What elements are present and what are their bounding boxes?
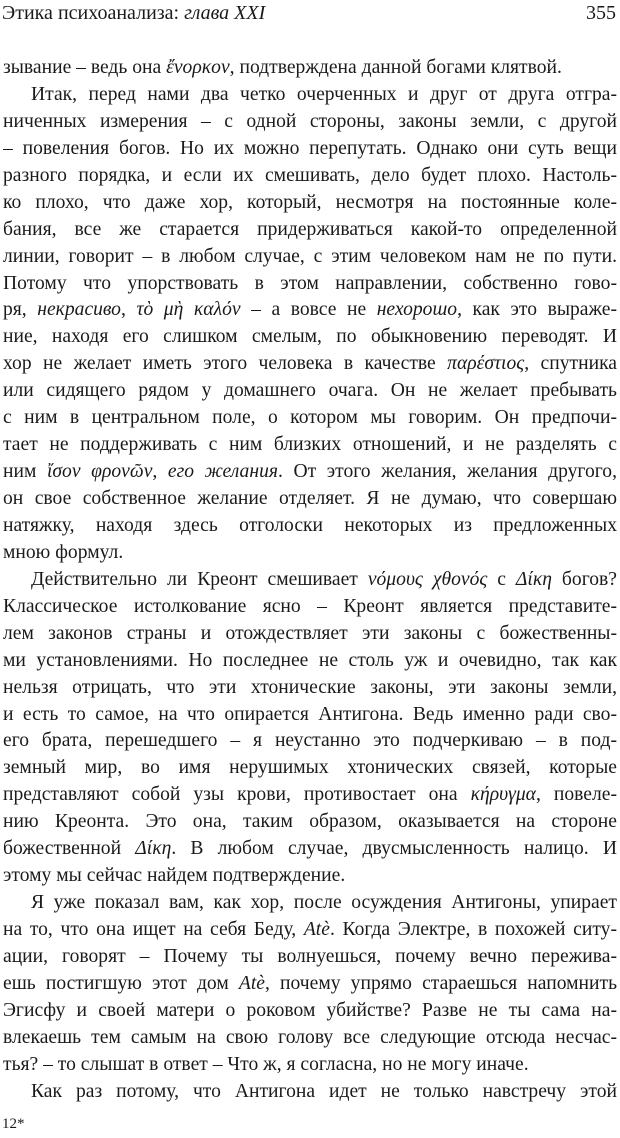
text-line — [3, 1025, 617, 1052]
text-run: Как раз потому, что Антигона идет не только навстречу этой — [31, 1080, 617, 1102]
text-line — [3, 998, 617, 1025]
text-line — [3, 1079, 617, 1106]
text-run: мною формул. — [3, 541, 124, 563]
text-line — [3, 621, 617, 648]
text-line — [3, 728, 617, 755]
italic-term: Atè — [238, 972, 265, 994]
text-run: ниченных измерения – с одной стороны, законы земли, с другой — [3, 110, 617, 132]
text-line — [3, 136, 617, 163]
page-body — [3, 55, 617, 1106]
text-run: ми установлениями. Но последнее не столь уж и очевидно, так как — [3, 649, 617, 671]
text-line — [3, 190, 617, 217]
text-run: тает не поддерживать с ним близких отношений, и не разделять с — [3, 434, 617, 456]
text-run: тья? – то слышат в ответ – Что ж, я согласна, но не могу иначе. — [3, 1053, 529, 1075]
text-line — [3, 863, 617, 890]
text-line — [3, 217, 617, 244]
running-header — [2, 0, 616, 26]
text-run: божественной — [3, 838, 136, 860]
text-run: , подтверждена данной богами клятвой. — [229, 57, 562, 78]
text-line — [3, 271, 617, 298]
chapter-title: глава XXI — [184, 2, 266, 24]
italic-term: некрасиво — [37, 299, 121, 321]
text-run: зывание – ведь она — [3, 57, 167, 78]
text-line — [3, 782, 617, 809]
text-run: ко плохо, что даже хор, который, несмотря на постоянные коле- — [3, 191, 617, 213]
text-run: ешь постигшую этот дом — [3, 972, 239, 994]
text-run: и есть то самое, на что опирается Антигона. Ведь именно ради сво- — [3, 703, 617, 725]
text-line — [3, 405, 617, 432]
italic-term: παρέστιος — [447, 353, 525, 375]
text-run: – а вовсе не — [240, 299, 377, 321]
text-run: богов? — [551, 568, 617, 590]
text-run: линии, говорит – в любом случае, с этим человеком нам не по пути. — [3, 245, 617, 267]
text-line — [3, 702, 617, 729]
text-line — [3, 648, 617, 675]
italic-term: τὸ μὴ καλόν — [136, 299, 241, 321]
text-run: . От этого желания, желания другого, — [277, 461, 617, 483]
page-number: 355 — [586, 2, 616, 24]
text-line — [3, 540, 617, 567]
text-run: . Когда Электре, в похожей ситу- — [329, 919, 617, 940]
italic-term: νόμους χθονός — [367, 568, 488, 590]
text-run: . В любом случае, двусмысленность налицо. И — [171, 838, 617, 860]
text-line — [3, 109, 617, 136]
text-line — [3, 809, 617, 836]
text-run: Действительно ли Креонт смешивает — [31, 568, 368, 590]
text-run: ние, находя его слишком смелым, по обыкновению переводят. И — [3, 326, 617, 348]
text-line — [3, 567, 617, 594]
text-run: с — [487, 568, 516, 590]
italic-term: ἴσον φρονῶν, его желания — [46, 461, 278, 483]
text-run: бания, все же старается придерживаться какой-то определенной — [3, 218, 617, 240]
paragraph — [3, 1079, 617, 1106]
text-run: Я уже показал вам, как хор, после осуждения Антигоны, упирает — [31, 892, 617, 914]
text-run: , почему упрямо стараешься напомнить — [265, 972, 617, 994]
paragraph — [3, 55, 617, 82]
text-run: нельзя отрицать, что эти хтонические законы, эти законы земли, — [3, 676, 617, 698]
italic-term: Δίκη — [135, 838, 172, 860]
paragraph — [3, 890, 617, 1079]
text-line — [3, 55, 617, 82]
text-run: лем законов страны и отождествляет эти законы с божественны- — [3, 622, 617, 644]
paragraph — [3, 82, 617, 567]
text-line — [3, 351, 617, 378]
text-line — [3, 486, 617, 513]
text-line — [3, 82, 617, 109]
text-run: Потому что упорствовать в этом направлении, собственно гово- — [3, 272, 617, 294]
text-run: , — [120, 299, 137, 321]
text-run: ним — [3, 461, 47, 483]
text-line — [3, 917, 617, 944]
text-line — [3, 432, 617, 459]
text-line — [3, 163, 617, 190]
text-run: , повеле- — [535, 784, 617, 806]
paragraph — [3, 567, 617, 890]
signature-mark: 12* — [2, 1116, 25, 1132]
italic-term: нехорошо — [376, 299, 458, 321]
text-run: нию Креонта. Это она, таким образом, оказывается на стороне — [3, 811, 617, 833]
text-run: натяжку, находя здесь отголоски некоторых из предложенных — [3, 514, 617, 536]
text-run: , как это выраже- — [457, 299, 617, 321]
running-title — [2, 0, 265, 26]
text-run: этому мы сейчас найдем подтверждение. — [3, 865, 346, 887]
text-run: Классическое истолкование ясно – Креонт является представите- — [3, 595, 617, 617]
text-line — [3, 1052, 617, 1079]
text-run: ации, говорят – Почему ты волнуешься, почему вечно пережива- — [3, 945, 617, 967]
text-run: Эгисфу и своей матери о роковом убийстве? Разве не ты сама на- — [3, 999, 617, 1021]
text-run: с ним в центральном поле, о котором мы говорим. Он предпочи- — [3, 407, 617, 429]
text-line — [3, 297, 617, 324]
italic-term: Atè — [303, 919, 330, 940]
text-line — [3, 378, 617, 405]
text-line — [3, 971, 617, 998]
text-run: хор не желает иметь этого человека в качестве — [3, 353, 448, 375]
text-line — [3, 944, 617, 971]
text-line — [3, 755, 617, 782]
text-run: земный мир, во имя нерушимых хтонических связей, которые — [3, 757, 617, 779]
text-line — [3, 836, 617, 863]
text-line — [3, 513, 617, 540]
text-line — [3, 459, 617, 486]
text-run: представляют собой узы крови, противостает она — [3, 784, 471, 806]
book-title: Этика психоанализа: — [2, 2, 185, 24]
text-run: его брата, перешедшего – я неустанно это подчеркиваю – в под- — [3, 730, 617, 752]
text-run: ря, — [3, 299, 38, 321]
text-line — [3, 675, 617, 702]
text-line — [3, 324, 617, 351]
text-run: , спутника — [524, 353, 617, 375]
text-run: разного порядка, и если их смешивать, дело будет плохо. Настоль- — [3, 164, 617, 186]
text-run: на то, что она ищет на себя Беду, — [3, 919, 304, 940]
italic-term: κήρυγμα — [470, 784, 536, 806]
text-line — [3, 890, 617, 917]
text-run: или сидящего рядом у домашнего очага. Он не желает пребывать — [3, 380, 617, 402]
text-line — [3, 594, 617, 621]
text-run: влекаешь тем самым на свою голову все следующие отсюда несчас- — [3, 1026, 617, 1048]
text-run: он свое собственное желание отделяет. Я не думаю, что совершаю — [3, 488, 617, 509]
italic-term: Δίκη — [515, 568, 552, 590]
text-run: Итак, перед нами два четко очерченных и друг от друга отгра- — [31, 83, 617, 105]
italic-term: ἔνορκον — [166, 57, 230, 78]
text-run: – повеления богов. Но их можно перепутать. Однако они суть вещи — [3, 137, 617, 159]
text-line — [3, 244, 617, 271]
